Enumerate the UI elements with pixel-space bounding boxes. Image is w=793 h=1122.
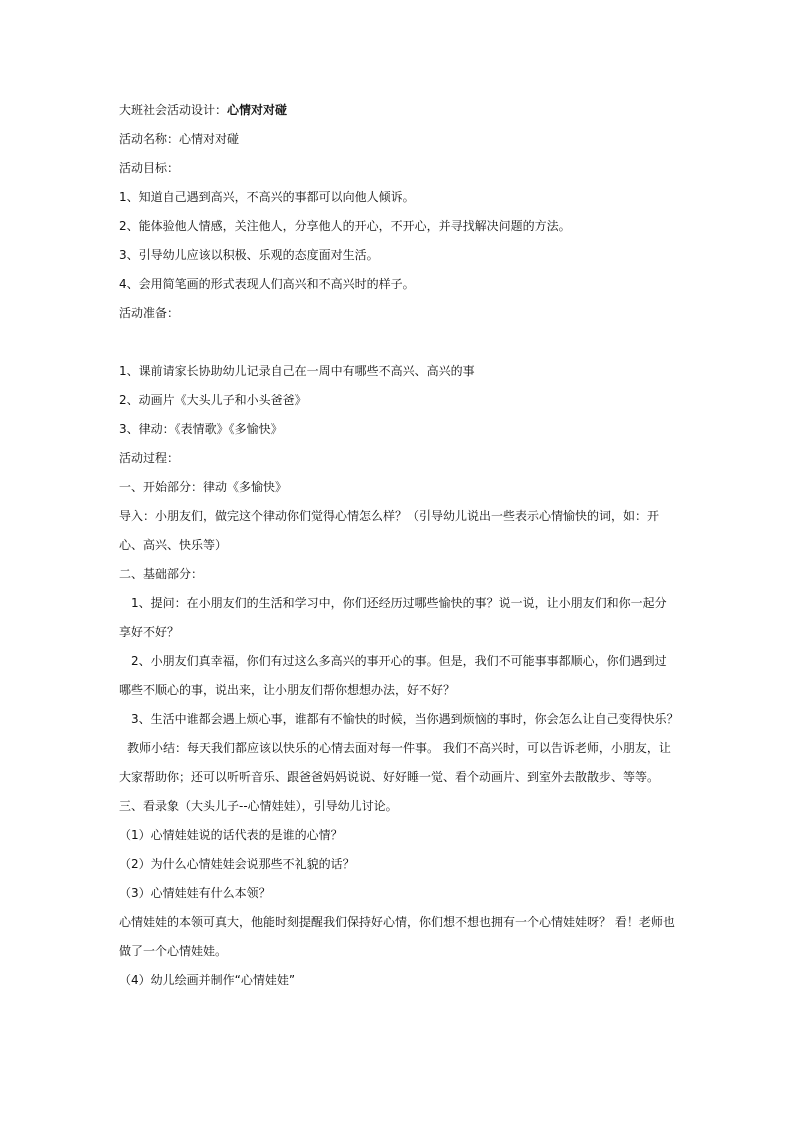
part3-last-item: （4）幼儿绘画并制作“心情娃娃” — [119, 973, 296, 987]
prep-heading: 活动准备： — [119, 306, 180, 320]
part2-question-2: 2、小朋友们真幸福，你们有过这么多高兴的事开心的事。但是，我们不可能事事都顺心，你们遇到过哪些不顺心的事，说出来，让小朋友们帮你想想办法，好不好？ — [119, 654, 667, 697]
part2-question-3: 3、生活中谁都会遇上烦心事，谁都有不愉快的时候，当你遇到烦恼的事时，你会怎么让自己变得快乐？ — [131, 712, 679, 726]
part3-heading: 三、看录象（大头儿子--心情娃娃），引导幼儿讨论。 — [119, 799, 398, 813]
part2-question-1: 1、提问：在小朋友们的生活和学习中，你们还经历过哪些愉快的事？说一说，让小朋友们和你一起分享好不好？ — [119, 596, 667, 639]
goal-item: 2、能体验他人情感，关注他人，分享他人的开心，不开心，并寻找解决问题的方法。 — [119, 219, 571, 233]
part1-intro: 导入：小朋友们，做完这个律动你们觉得心情怎么样？（引导幼儿说出一些表示心情愉快的词，如：开心、高兴、快乐等） — [119, 509, 660, 552]
part3-paragraph: 心情娃娃的本领可真大，他能时刻提醒我们保持好心情，你们想不想也拥有一个心情娃娃呀？ 看！老师也做了一个心情娃娃。 — [119, 915, 675, 958]
activity-name: 活动名称：心情对对碰 — [119, 132, 240, 146]
prep-item: 1、课前请家长协助幼儿记录自己在一周中有哪些不高兴、高兴的事 — [119, 364, 475, 378]
part1-heading: 一、开始部分：律动《多愉快》 — [119, 480, 288, 494]
document-page — [119, 100, 677, 999]
title-prefix: 大班社会活动设计： — [119, 103, 228, 117]
goal-item: 1、知道自己遇到高兴，不高兴的事都可以向他人倾诉。 — [119, 190, 415, 204]
document-title — [119, 100, 677, 129]
title-bold: 心情对对碰 — [227, 103, 288, 117]
process-heading: 活动过程： — [119, 451, 180, 465]
part2-heading: 二、基础部分： — [119, 567, 204, 581]
teacher-summary: 教师小结：每天我们都应该以快乐的心情去面对每一件事。 我们不高兴时，可以告诉老师，小朋友，让大家帮助你；还可以听听音乐、跟爸爸妈妈说说、好好睡一觉、看个动画片、到室外去散散步、等等。 — [119, 741, 671, 784]
goal-item: 4、会用简笔画的形式表现人们高兴和不高兴时的样子。 — [119, 277, 415, 291]
goals-heading: 活动目标： — [119, 161, 180, 175]
part3-item: （1）心情娃娃说的话代表的是谁的心情？ — [119, 828, 343, 842]
part3-item: （3）心情娃娃有什么本领？ — [119, 886, 271, 900]
prep-item: 2、动画片《大头儿子和小头爸爸》 — [119, 393, 307, 407]
blank-line — [119, 332, 677, 361]
part3-item: （2）为什么心情娃娃会说那些不礼貌的话？ — [119, 857, 355, 871]
goal-item: 3、引导幼儿应该以积极、乐观的态度面对生活。 — [119, 248, 379, 262]
prep-item: 3、律动：《表情歌》《多愉快》 — [119, 422, 283, 436]
